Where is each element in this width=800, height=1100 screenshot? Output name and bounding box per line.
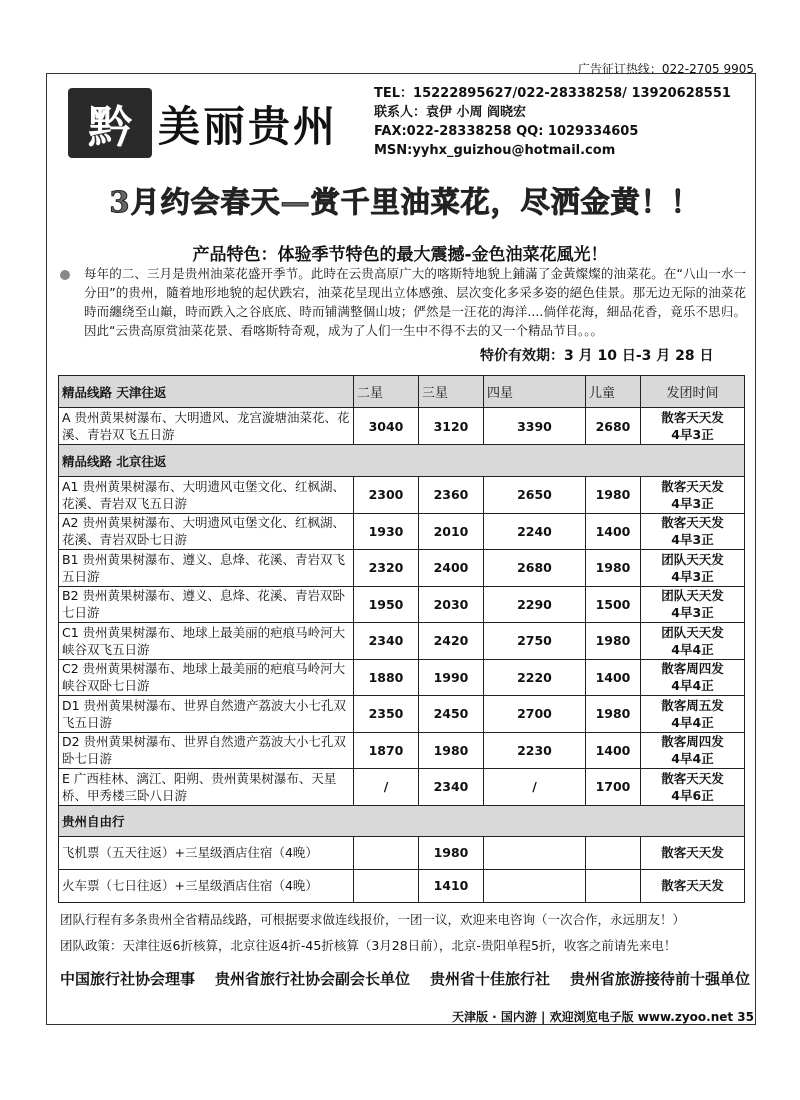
departure-meals: 4早3正 xyxy=(671,532,714,548)
price-child: 1980 xyxy=(586,477,641,514)
price-3star: 1980 xyxy=(419,836,484,869)
section-free-travel-label: 贵州自由行 xyxy=(59,805,745,836)
price-3star: 2030 xyxy=(419,586,484,623)
price-4star: 2220 xyxy=(484,659,586,696)
footer-note-lines: 团队行程有多条贵州全省精品线路，可根据要求做连线报价，一团一议，欢迎来电咨询（一次合作，永远朋友！） xyxy=(60,912,686,927)
price-child xyxy=(586,869,641,902)
departure-meals: 4早4正 xyxy=(671,751,714,767)
price-4star xyxy=(484,869,586,902)
route-name: A 贵州黄果树瀑布、大明遗风、龙宫漩塘油菜花、花溪、青岩双飞五日游 xyxy=(59,408,354,445)
departure-schedule xyxy=(641,732,745,769)
departure-frequency: 团队天天发 xyxy=(661,624,724,640)
price-child: 1400 xyxy=(586,513,641,550)
route-name: A2 贵州黄果树瀑布、大明遗风屯堡文化、红枫湖、花溪、青岩双卧七日游 xyxy=(59,513,354,550)
price-child: 2680 xyxy=(586,408,641,445)
price-2star: 3040 xyxy=(354,408,419,445)
departure-meals: 4早4正 xyxy=(671,678,714,694)
section-tianjin-label: 精品线路 天津往返 xyxy=(59,376,354,408)
price-4star: 2230 xyxy=(484,732,586,769)
price-4star: 2290 xyxy=(484,586,586,623)
price-2star: 2300 xyxy=(354,477,419,514)
departure-frequency: 散客周四发 xyxy=(661,661,724,677)
price-child: 1980 xyxy=(586,696,641,733)
price-child xyxy=(586,836,641,869)
departure-meals: 4早4正 xyxy=(671,714,714,730)
route-name: E 广西桂林、漓江、阳朔、贵州黄果树瀑布、天星桥、甲秀楼三卧八日游 xyxy=(59,769,354,806)
table-row xyxy=(59,477,745,514)
price-3star: 2400 xyxy=(419,550,484,587)
footer-note-policy: 团队政策：天津往返6折核算，北京往返4折-45折核算（3月28日前），北京-贵阳单程5折，收客之前请先来电！ xyxy=(60,938,677,953)
price-4star xyxy=(484,836,586,869)
route-name: B2 贵州黄果树瀑布、遵义、息烽、花溪、青岩双卧七日游 xyxy=(59,586,354,623)
price-4star: 2700 xyxy=(484,696,586,733)
contact-block xyxy=(374,84,731,160)
table-row xyxy=(59,869,745,902)
departure-frequency: 散客天天发 xyxy=(661,410,724,425)
route-name: A1 贵州黄果树瀑布、大明遗风屯堡文化、红枫湖、花溪、青岩双飞五日游 xyxy=(59,477,354,514)
price-2star xyxy=(354,836,419,869)
headline: 3月约会春天—赏千里油菜花，尽洒金黄！！ xyxy=(109,185,701,219)
departure-frequency: 散客天天发 xyxy=(661,770,724,786)
departure-schedule xyxy=(641,408,745,445)
contact-fax-qq: FAX:022-28338258 QQ: 1029334605 xyxy=(374,124,639,139)
price-3star: 2360 xyxy=(419,477,484,514)
departure-meals: 4早3正 xyxy=(671,605,714,621)
price-3star: 1990 xyxy=(419,659,484,696)
brand-title: 美丽贵州 xyxy=(158,102,339,151)
price-2star: 1880 xyxy=(354,659,419,696)
table-row xyxy=(59,769,745,806)
table-row xyxy=(59,376,745,408)
product-feature: 产品特色：体验季节特色的最大震撼-金色油菜花風光！ xyxy=(192,245,608,265)
price-3star: 2450 xyxy=(419,696,484,733)
price-2star: / xyxy=(354,769,419,806)
footer-bar: 天津版 · 国内游 | 欢迎浏览电子版 www.zyoo.net 35 xyxy=(451,1010,754,1024)
price-4star: / xyxy=(484,769,586,806)
section-beijing-label: 精品线路 北京往返 xyxy=(59,445,745,477)
honor-item: 贵州省旅行社协会副会长单位 xyxy=(214,970,410,988)
departure-frequency: 团队天天发 xyxy=(661,551,724,567)
column-header-departure: 发团时间 xyxy=(641,376,745,408)
contact-msn: MSN:yyhx_guizhou@hotmail.com xyxy=(374,143,616,158)
price-3star: 2010 xyxy=(419,513,484,550)
route-name: D2 贵州黄果树瀑布、世界自然遗产荔波大小七孔双卧七日游 xyxy=(59,732,354,769)
table-row xyxy=(59,445,745,477)
validity-period: 特价有效期：3 月 10 日-3 月 28 日 xyxy=(480,348,714,364)
departure-schedule xyxy=(641,623,745,660)
departure-schedule xyxy=(641,550,745,587)
price-4star: 3390 xyxy=(484,408,586,445)
honor-item: 中国旅行社协会理事 xyxy=(60,970,196,988)
contact-person: 联系人：袁伊 小周 阎晓宏 xyxy=(374,105,527,120)
table-row xyxy=(59,836,745,869)
column-header: 二星 xyxy=(354,376,419,408)
table-row xyxy=(59,586,745,623)
route-name: C1 贵州黄果树瀑布、地球上最美丽的疤痕马岭河大峡谷双飞五日游 xyxy=(59,623,354,660)
price-child: 1500 xyxy=(586,586,641,623)
departure-schedule xyxy=(641,769,745,806)
table-row xyxy=(59,550,745,587)
price-3star: 1410 xyxy=(419,869,484,902)
table-row xyxy=(59,513,745,550)
table-row xyxy=(59,696,745,733)
contact-tel: TEL：15222895627/022-28338258/ 13920628551 xyxy=(374,86,731,101)
price-child: 1700 xyxy=(586,769,641,806)
price-4star: 2750 xyxy=(484,623,586,660)
price-4star: 2650 xyxy=(484,477,586,514)
departure-meals: 4早3正 xyxy=(671,568,714,584)
departure-frequency: 散客周四发 xyxy=(661,734,724,750)
column-header: 三星 xyxy=(419,376,484,408)
price-2star: 2340 xyxy=(354,623,419,660)
intro-text: 每年的二、三月是贵州油菜花盛开季节。此時在云贵高原广大的喀斯特地貌上鋪滿了金黃燦燦的油菜花。在“八山一水一分田”的贵州，隨着地形地貌的起伏跌宕，油菜花呈现出立体感強、层次变化多采多姿的絕色佳景。那无边无际的油菜花時而纏绕至山巔，時而跌入之谷底底、時而铺满整個山坡；俨然是一汪花的海洋....倘佯花海，細品花香，竟乐不思归。因此“云贵高原赏油菜花景、看喀斯特奇观，成为了人们一生中不得不去的又一个精品节目。。。 xyxy=(84,266,746,338)
departure-meals: 4早4正 xyxy=(671,641,714,657)
table-row xyxy=(59,623,745,660)
table-row xyxy=(59,732,745,769)
price-2star: 2350 xyxy=(354,696,419,733)
departure-schedule xyxy=(641,696,745,733)
price-2star: 2320 xyxy=(354,550,419,587)
departure-schedule: 散客天天发 xyxy=(641,869,745,902)
honors-row xyxy=(60,968,750,989)
price-2star: 1950 xyxy=(354,586,419,623)
logo-icon xyxy=(68,88,152,158)
ad-hotline: 广告征订热线：022-2705 9905 xyxy=(577,62,754,76)
table-row xyxy=(59,805,745,836)
price-3star: 3120 xyxy=(419,408,484,445)
price-2star: 1930 xyxy=(354,513,419,550)
column-header: 四星 xyxy=(484,376,586,408)
departure-frequency: 散客周五发 xyxy=(661,697,724,713)
departure-meals: 4早3正 xyxy=(671,495,714,511)
departure-frequency: 散客天天发 xyxy=(661,515,724,531)
departure-meals: 4早3正 xyxy=(671,427,714,442)
price-2star xyxy=(354,869,419,902)
departure-schedule: 散客天天发 xyxy=(641,836,745,869)
table-row xyxy=(59,408,745,445)
bullet-icon xyxy=(60,270,70,280)
price-3star: 2420 xyxy=(419,623,484,660)
departure-schedule xyxy=(641,513,745,550)
price-3star: 1980 xyxy=(419,732,484,769)
price-3star: 2340 xyxy=(419,769,484,806)
honor-item: 贵州省旅游接待前十强单位 xyxy=(569,970,750,988)
route-name: B1 贵州黄果树瀑布、遵义、息烽、花溪、青岩双飞五日游 xyxy=(59,550,354,587)
price-child: 1980 xyxy=(586,623,641,660)
table-row xyxy=(59,659,745,696)
honor-item: 贵州省十佳旅行社 xyxy=(429,970,550,988)
price-2star: 1870 xyxy=(354,732,419,769)
price-child: 1400 xyxy=(586,732,641,769)
departure-schedule xyxy=(641,477,745,514)
departure-meals: 4早6正 xyxy=(671,787,714,803)
price-child: 1980 xyxy=(586,550,641,587)
logo-glyph: 黔 xyxy=(88,102,132,153)
route-name: C2 贵州黄果树瀑布、地球上最美丽的疤痕马岭河大峡谷双卧七日游 xyxy=(59,659,354,696)
departure-schedule xyxy=(641,659,745,696)
price-4star: 2240 xyxy=(484,513,586,550)
departure-frequency: 散客天天发 xyxy=(661,478,724,494)
departure-frequency: 团队天天发 xyxy=(661,588,724,604)
column-header: 儿童 xyxy=(586,376,641,408)
price-child: 1400 xyxy=(586,659,641,696)
departure-schedule xyxy=(641,586,745,623)
route-name: 火车票（七日往返）+三星级酒店住宿（4晚） xyxy=(59,869,354,902)
price-4star: 2680 xyxy=(484,550,586,587)
route-name: D1 贵州黄果树瀑布、世界自然遗产荔波大小七孔双飞五日游 xyxy=(59,696,354,733)
route-name: 飞机票（五天往返）+三星级酒店住宿（4晚） xyxy=(59,836,354,869)
routes-table xyxy=(58,375,745,903)
